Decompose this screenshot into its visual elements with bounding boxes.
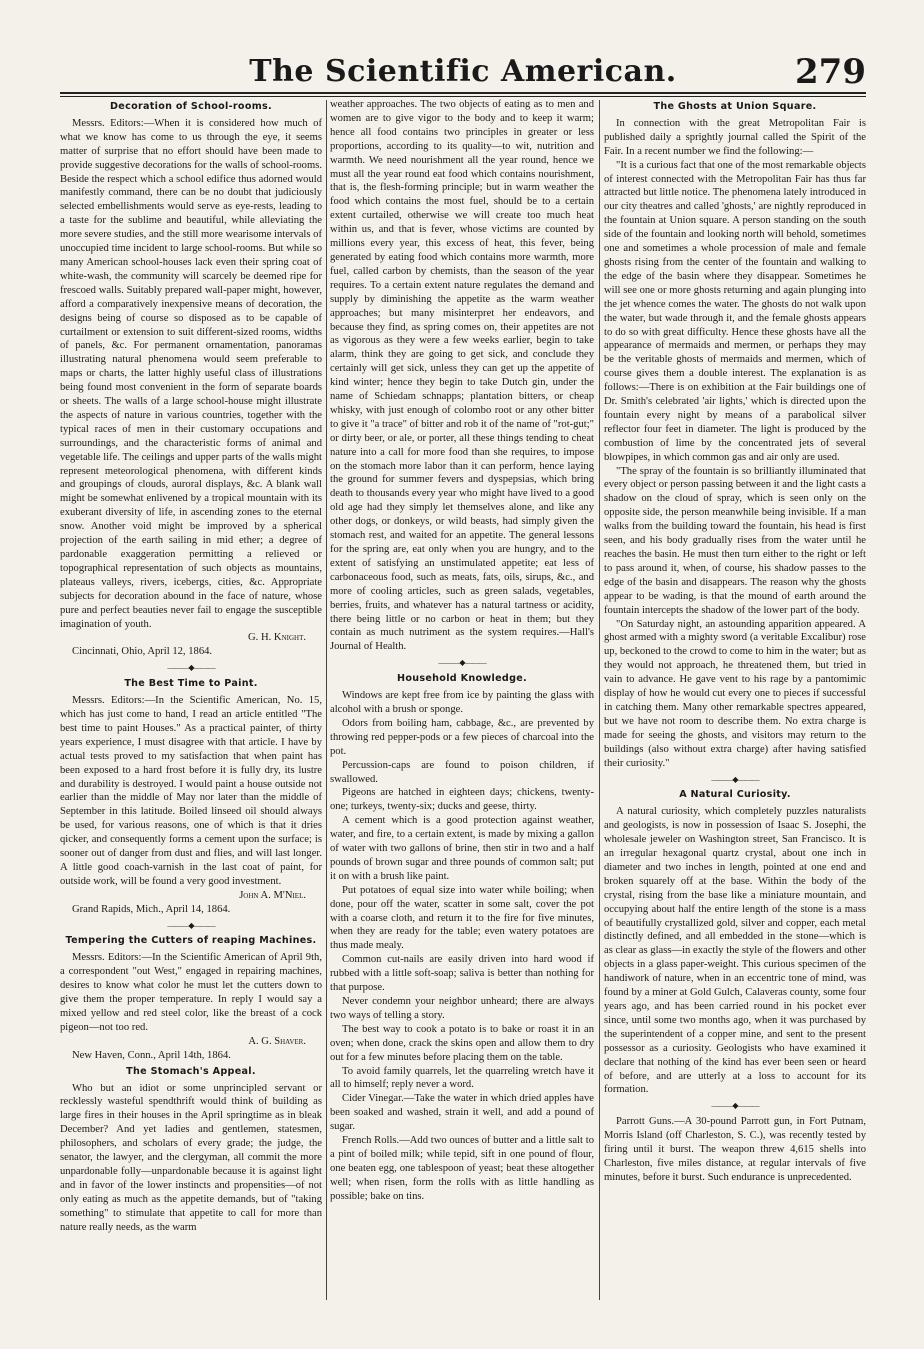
article-paragraph: weather approaches. The two objects of eating as to men and women are to give vigor to the body and to keep it warm; hence all food contains two principles in greater or less proportions, according to its quality—to wit, nutrition and warmth. We need nourishment all the year round, hence we must all the year round eat food which contains nourishment, that is, the flesh-forming principle; but in warm weather the food which contains the most fuel, should be to a certain extent curtailed, otherwise we will create too much heat within us, and that is fever, whose victims are counted by millions every year, this excess of heat, this fever, being generated by eating food which contains more warmth, more fuel, called carbon by chemists, than the season of the year requires. To a certain extent nature regulates the demand and supply by diminishing the appetite as the warm weather approaches; but many misinterpret her endeavors, and because they find, as spring comes on, their appetites are not as vigorous as they were a few weeks earlier, begin to take alarm, think they are going to get sick, and conclude they certainly will get sick, unless they can get up the appetite of kind winter; hence they begin to take Dutch gin, under the name of Schiedam schnapps; plantation bitters, or cheap whisky, with just enough of colombo root or any other bitter to give it "a trace" of bitter and rob it of the name of "rot-gut;" or dirty beer, or ale, or porter, all these things tending to cheat nature into a call for more food than she requires, to impose on the stomach more labor than it can perform, hence laying the ground for summer fevers and dyspepsias, which bring death to thousands every year who might have lived to a good old age had they simply let themselves alone, and like any other dogs, or donkeys, or wild beasts, had simply given the stomach rest, and waited for an appetite. The general lessons for the spring are, eat only when you are hungry, and to the extent of satisfying an unstimulated appetite; eat less of carbonaceous food, such as meats, fats, oils, sirups, &c., and more of cooling articles, such as green salads, vegetables, berries, fruits, and whatever has a natural tartness or acidity, there being little or no carbon or heat in them; but they contain as much nutriment as the system requires.—Hall's Journal of Health. <box>330 99 594 653</box>
household-item: Windows are kept free from ice by painting the glass with alcohol with a brush or sponge. <box>330 690 594 715</box>
section-ornament: ———◆——— <box>167 663 215 673</box>
page-number: 279 <box>795 52 866 92</box>
article-paragraph: Messrs. Editors:—In the Scientific American, No. 15, which has just come to hand, I read an article entitled "The best time to paint Houses." As a practical painter, of thirty years experience, I must disagree with that article. I have by actual tests proved to my satisfaction that when paint has been exposed to a hard frost before it is fully dry, its lustre and durability is destroyed. I would paint a house outside not earlier than the middle of May nor later than the middle of September in this latitude. Boiled linseed oil should always be used, for various reasons, one of which is that it dries qicker, and consequently forms a cement upon the surface; is sooner out of danger from dust and flies, and will last longer. A little good coach-varnish in the last coat of paint, for outside work, will be found a very good investment. <box>60 695 322 887</box>
section-ornament: ———◆——— <box>711 1101 759 1111</box>
household-item: The best way to cook a potato is to bake or roast it in an oven; when done, crack the skins open and allow them to dry out for a few minutes before placing them on the table. <box>330 1023 594 1063</box>
article-paragraph: "It is a curious fact that one of the most remarkable objects of interest connected with the Metropolitan Fair has thus far attracted but little notice. The phenomena lately introduced in our city theatres and called 'ghosts,' are nightly reproduced in the fountain at Union square. A person standing on the south side of the fountain and looking north will behold, sometimes one and sometimes a whole procession of male and female ghosts rising from the center of the fountain and walking to the edge of the basin where they disappear. Sometimes he will see one or more ghosts returning and again plunging into the jet whence comes the water. The ghosts do not walk upon the water, but wade through it, and the female ghosts appears to do so with great difficulty. Hence these ghosts have all the appearance of mermaids and mermen, or perhaps they may be the veritable ghosts of mermaids and mermen, which of course gives them a double interest. The explanation is as follows:—There is on exhibition at the Fair buildings one of Dr. Smith's celebrated 'air lights,' which is directed upon the fountain every night by means of a parabolical silver reflector four feet in diameter. The light is produced by the combustion of lime by the concentrated jets of several blowpipes, in which common gas and air only are used. <box>604 159 866 463</box>
signature: A. G. Shaver. <box>248 1035 306 1047</box>
signature: John A. M'Niel. <box>239 889 306 901</box>
header-rule <box>60 92 866 94</box>
article-title: Tempering the Cutters of reaping Machines. <box>65 935 317 947</box>
household-item: Put potatoes of equal size into water while boiling; when done, pour off the water, scatter in some salt, cover the pot with a coarse cloth, and return it to the fire for five minutes, when they are ready for the table; even watery potatoes are thus made mealy. <box>330 884 594 952</box>
article-title: A Natural Curiosity. <box>679 789 791 801</box>
article-paragraph: Who but an idiot or some unprincipled servant or recklessly wasteful spendthrift would think of building as large fires in their houses in the April springtime as in bleak December? And yet ladies and gentlemen, statesmen, philosophers, and scholars of every grade; the judge, the senator, the lawyer, and the clergyman, all commit the more unpardonable folly—unpardonable because it is against light and in favor of the lower instincts and propensities—of not only eating as much as the appetite demands, but of "taking something" to stimulate that appetite to call for more than nature really needs, as the warm <box>60 1082 322 1233</box>
article-title: The Stomach's Appeal. <box>126 1065 256 1077</box>
masthead-title: The Scientific American. <box>249 54 677 89</box>
column-divider <box>326 100 327 1300</box>
masthead <box>60 54 866 94</box>
section-ornament: ———◆——— <box>438 658 486 668</box>
article-paragraph: A natural curiosity, which completely puzzles naturalists and geologists, is now in possession of Isaac S. Josephi, the wholesale jeweler on Washington street, San Francisco. It is an irregular hexagonal quartz crystal, about one inch in diameter and two inches in length, pointed at one end and broken squarely off at the base. Within the body of the crystal, rising from the base like a miniature mountain, and occupying about half the entire length of the stone is a mass of beautifully crystallized gold, silver and copper, each metal distinctly defined, and all embedded in the stone—which is as clear as glass—in exactly the style of the flowers and other objects in a glass paper-weight. This curious specimen of the handiwork of nature, when in an eccentric tone of mind, was found by a miner at Gold Gulch, Calaveras county, some four years ago, and has been carried round in his pocket ever since, until some two months ago, when it was purchased by the superintendent of a copper mine, and sent to the present possessor as a curiosity. Geologists who have examined it declare that nothing of the kind has ever been seen or heard of before, and are utterly at a loss to account for its formation. <box>604 806 866 1096</box>
household-item: Never condemn your neighbor unheard; there are always two ways of telling a story. <box>330 996 594 1021</box>
household-item: Pigeons are hatched in eighteen days; chickens, twenty-one; turkeys, twenty-six; ducks and geese, thirty. <box>330 787 594 813</box>
article-title: Decoration of School-rooms. <box>110 101 272 112</box>
column-2 <box>330 98 594 1308</box>
article-paragraph: "The spray of the fountain is so brilliantly illuminated that every object or person passing between it and the light casts a shadow on the cloud of spray, which is seen only on the opposite side, the person meanwhile being invisible. If a man walks from the building toward the fountain, his head is first seen, and his body gradually rises from the water until he reaches the basin. He must then turn either to the right or left to pass around it, when, of course, his shadow passes to the edge of the basin and disappears. The reason why the ghosts appear to be wading, is that the mound of earth around the fountain intercepts the shadow of the lower part of the body. <box>604 465 866 616</box>
article-paragraph: In connection with the great Metropolitan Fair is published daily a sprightly journal called the Spirit of the Fair. In a recent number we find the following:— <box>604 117 866 157</box>
section-ornament: ———◆——— <box>711 774 759 784</box>
household-item: Cider Vinegar.—Take the water in which dried apples have been soaked and washed, strain it well, and add a pound of sugar. <box>330 1093 594 1133</box>
article-title: Household Knowledge. <box>397 673 527 685</box>
dateline: Cincinnati, Ohio, April 12, 1864. <box>72 646 213 658</box>
household-item: Odors from boiling ham, cabbage, &c., are prevented by throwing red pepper-pods or a few pieces of charcoal into the pot. <box>330 717 594 757</box>
dateline: New Haven, Conn., April 14th, 1864. <box>72 1049 231 1061</box>
article-title: The Best Time to Paint. <box>124 678 258 690</box>
article-paragraph: "On Saturday night, an astounding apparition appeared. A ghost armed with a mighty sword (a veritable Excalibur) rose up, beckoned to the crowd to come to him in the water; but as they would not approach, he threatened them, but tried in vain to advance. He gave vent to his rage by a pantomimic display of how he would cut every one to pieces if successful in catching them. Many other remarkable spectres appeared, but we have not room to describe them. No extra charge is made for seeing the ghosts, and visitors may return to the buildings (also without extra charge) after having satisfied their curiosity." <box>604 618 866 769</box>
dateline: Grand Rapids, Mich., April 14, 1864. <box>72 903 231 915</box>
article-paragraph: Messrs. Editors:—In the Scientific American of April 9th, a correspondent "out West," engaged in repairing machines, desires to know what color he must let the cutters down to give them the proper temperature. In reply I would say a mixed yellow and red steel color, like the breast of a cock pigeon—not too red. <box>60 952 322 1033</box>
article-title: The Ghosts at Union Square. <box>653 101 817 112</box>
column-1 <box>60 98 322 1308</box>
household-item: To avoid family quarrels, let the quarreling wretch have it all to himself; reply never a word. <box>330 1065 594 1091</box>
signature: G. H. Knight. <box>248 632 306 644</box>
header-rule-thin <box>60 96 866 97</box>
article-paragraph: Messrs. Editors:—When it is considered how much of what we know has come to us through the eye, it seems matter of surprise that no effort should have been made to provide suggestive decorations for the walls of school-rooms. Beside the respect which a school edifice thus adorned would manifestly command, there can be no doubt that judiciously selected embellishments would serve as eye-rests, leading to a taste for the sublime and beautiful, while alleviating the more severe studies, and the still more wearisome intervals of unoccupied time incident to large school-rooms. But while so many American school-houses lack even their spring coat of white-wash, the community will scarcely be deemed ripe for frescoed walls. Suitably prepared wall-paper might, however, afford a comparatively inexpensive means of decoration, the designs being of course so disposed as to be capable of curtailment or extension to suit different-sized rooms, widths of panels, &c. For permanent ornamentation, panoramas illustrating natural phenomena would seem preferable to maps or charts, the latter highly useful class of illustrations being found most convenient in the form of separate boards or sheets. The walls of a large school-house might illustrate the aspects of nature in various countries, together with the typical races of men in their customary occupations and surroundings, and the characteristic forms of animal and vegetable life. The ceilings and upper parts of the walls might represent meteorological phenomena, with different kinds and groupings of clouds, auroral displays, &c. A blank wall might be somewhat enlivened by a tropical mountain with its exuberant diversity of life, in ascending zones to the eternal snow. Another void might be improved by a spherical projection of the earth sailing in mid ether; a degree of pardonable exaggeration permitting a relieved or topographical representation of such objects as mountains, plateaus valleys, rivers, icebergs, cities, &c. Appropriate subjects for decoration abound in the face of nature, whose pure and perfect beauties never fail to engage the susceptible imagination of youth. <box>60 117 322 630</box>
section-ornament: ———◆——— <box>167 920 215 930</box>
household-item: A cement which is a good protection against weather, water, and fire, to a certain extent, is made by mixing a gallon of water with two gallons of brine, then stir in two and a half pounds of brown sugar and three pounds of common salt; put it on with a brush like paint. <box>330 815 594 882</box>
column-3 <box>604 98 866 1308</box>
column-divider <box>599 100 600 1300</box>
household-item: Common cut-nails are easily driven into hard wood if rubbed with a little soft-soap; saliva is better than nothing for that purpose. <box>330 954 594 994</box>
household-item: French Rolls.—Add two ounces of butter and a little salt to a pint of boiled milk; while tepid, sift in one pound of flour, one beaten egg, one tablespoon of yeast; beat these altogether well; when risen, form the rolls with as little handling as possible; bake on tins. <box>330 1135 594 1202</box>
article-paragraph: Parrott Guns.—A 30-pound Parrott gun, in Fort Putnam, Morris Island (off Charleston, S. C.), was recently tested by firing until it burst. The weapon threw 4,615 shells into Charleston, five miles distance, at regular intervals of five minutes, before it burst. Such endurance is unprecedented. <box>604 1116 866 1183</box>
household-item: Percussion-caps are found to poison children, if swallowed. <box>330 759 594 785</box>
